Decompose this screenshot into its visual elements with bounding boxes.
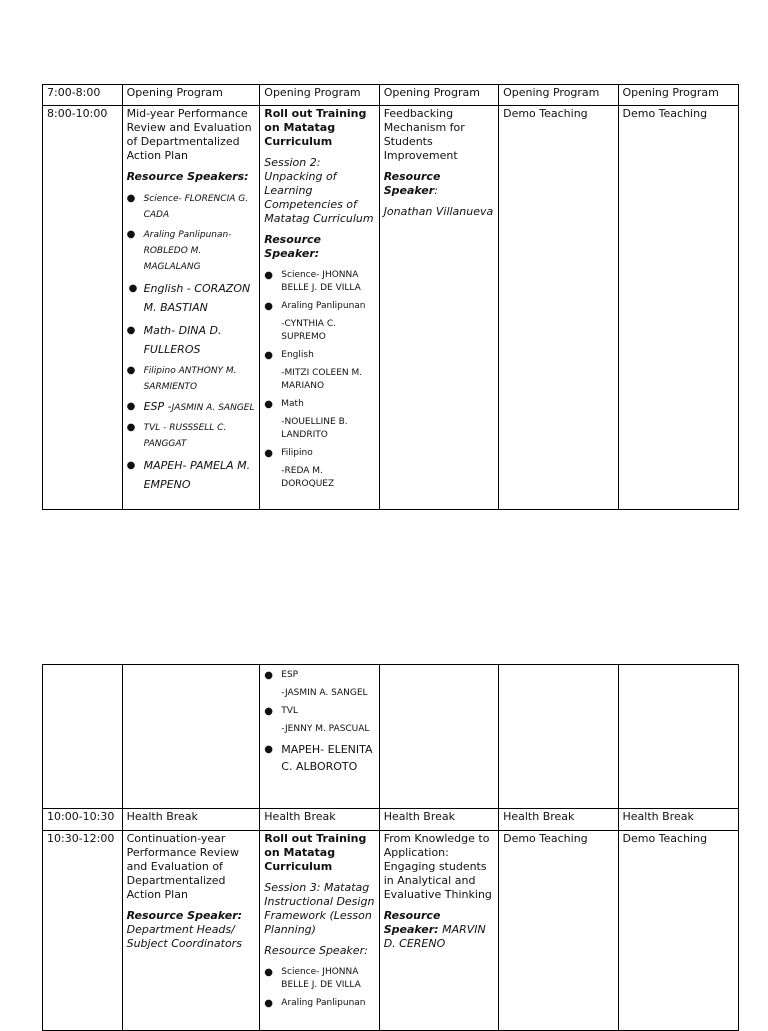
activity-label: Health Break — [622, 810, 694, 823]
activity-title: Roll out Training on Matatag Curriculum — [264, 832, 367, 873]
activity-cell-rollout — [260, 106, 379, 510]
speaker-list — [264, 269, 374, 491]
time-cell — [43, 665, 123, 809]
activity-cell — [379, 809, 498, 831]
activity-cell — [499, 106, 618, 510]
activity-label: Opening Program — [264, 86, 361, 99]
activity-cell-rollout — [260, 831, 379, 1031]
time-cell — [43, 831, 123, 1031]
resource-speaker-label: Resource Speaker: — [264, 944, 368, 957]
activity-cell — [618, 831, 739, 1031]
list-item: ● Araling Panlipunan — [264, 997, 374, 1010]
list-item: ● MAPEH- PAMELA M. EMPENO — [127, 456, 256, 494]
activity-label: Demo Teaching — [622, 832, 708, 845]
table-row-7am — [43, 85, 739, 106]
list-item: ● TVL -JENNY M. PASCUAL — [264, 705, 374, 736]
activity-label: Opening Program — [503, 86, 600, 99]
table-row-10am — [43, 809, 739, 831]
activity-cell — [499, 831, 618, 1031]
list-item: ● Science- FLORENCIA G. CADA — [127, 191, 256, 223]
list-item: ● Science- JHONNA BELLE J. DE VILLA — [264, 269, 374, 295]
list-item: ● Science- JHONNA BELLE J. DE VILLA — [264, 966, 374, 992]
resource-speaker-block — [384, 909, 494, 951]
speaker-list — [127, 191, 256, 494]
time-cell — [43, 85, 123, 106]
activity-cell — [260, 85, 379, 106]
activity-cell — [379, 665, 498, 809]
time-cell — [43, 809, 123, 831]
list-item: ● Filipino -REDA M. DOROQUEZ — [264, 447, 374, 491]
activity-cell — [379, 85, 498, 106]
resource-speaker-label: Resource Speaker: — [264, 233, 322, 260]
activity-cell — [122, 809, 260, 831]
time-label: 8:00-10:00 — [47, 107, 108, 120]
list-item: ● TVL - RUSSSELL C. PANGGAT — [127, 420, 256, 452]
activity-label: Health Break — [383, 810, 456, 823]
activity-cell-rollout-continued — [260, 665, 379, 809]
activity-title: Mid-year Performance Review and Evaluation of Departmentalized Action Plan — [126, 107, 252, 162]
schedule-table-page-2 — [42, 664, 739, 1031]
time-label: 10:30-12:00 — [47, 832, 115, 845]
activity-title: Feedbacking Mechanism for Students Improvement — [383, 107, 465, 162]
time-cell — [43, 106, 123, 510]
resource-speaker-label: Resource Speaker: — [383, 170, 441, 197]
activity-cell — [122, 85, 260, 106]
activity-label: Opening Program — [126, 86, 223, 99]
activity-cell — [122, 665, 260, 809]
activity-label: Demo Teaching — [622, 107, 708, 120]
activity-cell-feedback — [379, 106, 498, 510]
activity-label: Opening Program — [622, 86, 719, 99]
list-item: ● Math- DINA D. FULLEROS — [127, 321, 256, 359]
list-item: ● English -MITZI COLEEN M. MARIANO — [264, 349, 374, 393]
list-item: ● ESP -JASMIN A. SANGEL — [127, 399, 256, 416]
activity-cell — [260, 809, 379, 831]
table-row-continued — [43, 665, 739, 809]
activity-cell-review — [122, 106, 260, 510]
activity-cell — [618, 106, 739, 510]
activity-label: Demo Teaching — [503, 107, 588, 120]
activity-cell — [499, 665, 618, 809]
list-item: ● ESP -JASMIN A. SANGEL — [264, 669, 374, 700]
speaker-name: Jonathan Villanueva — [383, 205, 494, 218]
schedule-table-page-1 — [42, 84, 739, 510]
list-item: ● Araling Panlipunan- ROBLEDO M. MAGLALANG — [127, 227, 256, 275]
activity-cell — [499, 809, 618, 831]
activity-label: Health Break — [126, 810, 198, 823]
activity-label: Health Break — [264, 810, 336, 823]
resource-speaker-label: Resource Speaker: — [126, 909, 243, 922]
activity-cell — [618, 665, 739, 809]
speaker-name: Department Heads/ Subject Coordinators — [126, 923, 242, 950]
list-item: ● MAPEH- ELENITA C. ALBOROTO — [264, 741, 374, 775]
resource-speakers-label: Resource Speakers: — [126, 170, 249, 183]
time-label: 10:00-10:30 — [47, 810, 115, 823]
list-item: ● English - CORAZON M. BASTIAN — [127, 279, 256, 317]
activity-cell — [618, 85, 739, 106]
activity-label: Opening Program — [383, 86, 480, 99]
activity-title: Roll out Training on Matatag Curriculum — [264, 107, 367, 148]
resource-speaker-block — [127, 909, 256, 951]
activity-title: Continuation-year Performance Review and Evaluation of Departmentalized Action Plan — [126, 832, 240, 901]
speaker-name: MARVIN D. CERENO — [383, 923, 486, 950]
list-item: ● Math -NOUELLINE B. LANDRITO — [264, 398, 374, 442]
session-text: Session 3: Matatag Instructional Design Framework (Lesson Planning) — [264, 881, 375, 936]
activity-label: Health Break — [503, 810, 575, 823]
activity-cell — [618, 809, 739, 831]
list-item: ● Araling Panlipunan -CYNTHIA C. SUPREMO — [264, 300, 374, 344]
session-text: Session 2: Unpacking of Learning Competencies of Matatag Curriculum — [264, 156, 374, 225]
time-label: 7:00-8:00 — [47, 86, 101, 99]
list-item: ● Filipino ANTHONY M. SARMIENTO — [127, 363, 256, 395]
speaker-list — [264, 966, 374, 1010]
table-row-1030am — [43, 831, 739, 1031]
activity-label: Demo Teaching — [503, 832, 588, 845]
activity-cell — [499, 85, 618, 106]
activity-cell-continuation — [122, 831, 260, 1031]
table-row-8am — [43, 106, 739, 510]
activity-title: From Knowledge to Application: Engaging students in Analytical and Evaluative Thinking — [383, 832, 492, 901]
resource-speaker-label: Resource Speaker: — [383, 909, 441, 936]
speaker-list — [264, 669, 374, 775]
activity-cell-knowledge — [379, 831, 498, 1031]
